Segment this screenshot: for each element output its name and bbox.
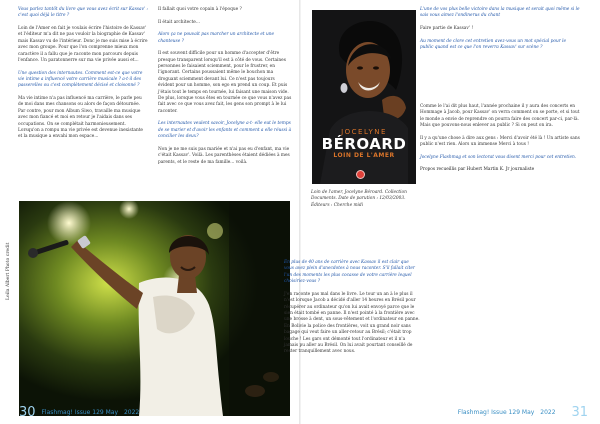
page-number-right: 31 <box>571 405 588 420</box>
interview-column-5 <box>420 104 580 180</box>
page-number-left: 30 <box>19 405 36 420</box>
interview-answer: Ma vie intime n'a pas influencé ma carrière, le parle peu de moi dans mes chansons ou alors de façon détournée. Par contre, pour mon Album Siwo, travaille ma musique avec mon fiancé et moi en retour je l'aidais dans ses occupations. On se complétait harmonieusement. Lorsqu'on a rompu ma vie privée est devenue inexistante et la musique a envahi mon espace... <box>18 96 143 140</box>
book-cover-title <box>312 128 416 159</box>
book-caption <box>311 190 417 215</box>
concert-photo <box>19 201 290 416</box>
book-caption-text: Loin de l'amer, Jocelyne Béroard. Collection Documents. Date de parution : 12/03/2003. Éditeurs : Cherche midi <box>311 190 407 208</box>
interview-answer: Il y a qu'une chose à dire aux gens : Merci d'avoir été là ! Un artiste sans public n'est rien. Alors un immense Merci à tous ! <box>420 135 580 148</box>
interview-answer: Il fallait quoi votre copain à l'époque ? <box>158 7 242 12</box>
interview-question: Une question des internautes. Comment est-ce que votre vie intime a influencé votre carrière musicale ? a-t-il des passerelles ou c'est complètement décisé et cloisonné ? <box>18 70 143 89</box>
book-author-last-name: BÉROARD <box>321 135 407 153</box>
footer-year-left: 2022 <box>123 409 140 416</box>
interview-answer: Il est souvent difficile pour un homme d'accepter d'être presque transparent lorsqu'il est à côté de vous. Certaines personnes le faisaient sciemment, pour le frustrer, en l'ignorant. Certains poussaient même le bouchon ma droguant sciemment devant lui. Ce n'est pas toujours évident pour un homme, son ego en prend un coup. Et puis j'étais tout le temps en tournée, lui faisant une maison vide. De plus, lorsque vous êtes en tournée ce que vous n'avez pas fait avec ce que vous avez fait, les gens son prompt à le lui raconter. <box>158 51 292 114</box>
footer-year-right: 2022 <box>540 409 556 416</box>
interview-answer: Loin de l'Amer en fait je voulais écrire l'histoire de Kassav' et l'éditeur m'a dit ne pas vouloir la biographie de Kassav' mais Kassav vu de l'intérieur. Donc je me suis mise à écrire avec mon groupe. Pour que l'on comprenne mieux mon caractère il a fallu que je raconte mon parcours depuis l'enfance. Un paratonnerre sur ma vie privée aussi et... <box>18 26 148 64</box>
interview-question: Au moment de clore cet entretien avez-vous un mot spécial pour le public quand est ce que l'on reverra Kassav' sur scène ? <box>420 38 567 50</box>
book-cover <box>312 10 416 184</box>
publisher-seal-icon <box>356 170 365 179</box>
interview-answer: Comme le l'ai dit plus haut, l'année prochaine il y aura des concerts en Hommage à Jacob, pour Kassav' on verra comment on se porte, et si tout le monde a envie de reprendre on pourra faire des concert par-ci, par-là. Mais que pouvons-nous enlever au public ? Si on peut on ira. <box>420 104 580 129</box>
interview-question: Jocelyne Flashmag et son lectorat vous disent merci pour cet entretien. <box>420 154 577 160</box>
book-title: LOIN DE L'AMER <box>333 152 395 159</box>
interview-column-2 <box>158 7 292 172</box>
interview-answer: Non je ne me suis pas mariée et n'ai pas eu d'enfant, ma vie c'était Kassav'. Voilà. Les parenthèses étaient dédiées à mes parents, et le reste de ma famille... voilà. <box>158 146 290 165</box>
interview-answer: Propos recueillis par Hubert Martin K. Jr journaliste <box>420 167 535 173</box>
interview-answer: Faire partie de Kassav' ! <box>420 26 474 31</box>
interview-answer: J'en raconte pas mal dans le livre. Le tour un an à le plus il n'est lorsque Jacob a décidé d'aller 14 heures en Brésil pour récupérer au ordinateur qu'on lui avait envoyé parce que le sien était tombé en panne. Il n'est pointé à la frontière avec une brosse à dent, un sous-vêtement et l'ordinateur en panne. En Bolivie la police des frontières, voit un grand noir sans bagage qui veut faire un aller-retour au Brésil; c'était trop louche ! Les gars ont démonté tout l'ordinateur et il n'a jamais pu aller au Brésil. On lui avait pourtant conseillé de rester tranquillement avec nous. <box>284 291 420 355</box>
photo-credit: Leila Albert Photo credit <box>6 242 11 300</box>
footer-issue-left: Flashmag! Issue 129 May <box>41 409 119 416</box>
interview-question: Vous parlez tantôt du livre que vous avez écrit sur Kassav' : c'est quoi déjà le titre ? <box>18 7 149 19</box>
interview-question: L'une de vos plus belle victoire dans la musique et serait quoi même si le sais vous aimez l'ondinerus du chant <box>420 7 580 19</box>
footer-issue-right: Flashmag! Issue 129 May <box>457 409 535 416</box>
footer-left <box>19 405 139 420</box>
interview-answer: Il était architecte... <box>158 19 200 25</box>
book-author-first-name: JOCELYNE <box>341 128 387 136</box>
footer-right <box>454 405 588 420</box>
singer-on-stage-illustration <box>19 201 290 416</box>
interview-column-4 <box>420 7 580 58</box>
interview-column-3 <box>284 260 420 362</box>
interview-question: Alors ça ne pouvait pas marcher un architecte et une chanteuse ? <box>158 32 275 44</box>
interview-column-1 <box>18 7 148 147</box>
interview-question: Les internautes veulent savoir, Jocelyne a-t- elle eut le temps de se marier et d'avoir les enfants et comment a elle réussi à concilier les deux? <box>158 121 292 140</box>
interview-question: En plus de 40 ans de carrière avec Kassav il est clair que vous avez plein d'anecdotes à nous raconter. S'il fallait citer l'un des moments les plus cocasse de votre carrière lequel choisiriez-vous ? <box>284 260 415 285</box>
